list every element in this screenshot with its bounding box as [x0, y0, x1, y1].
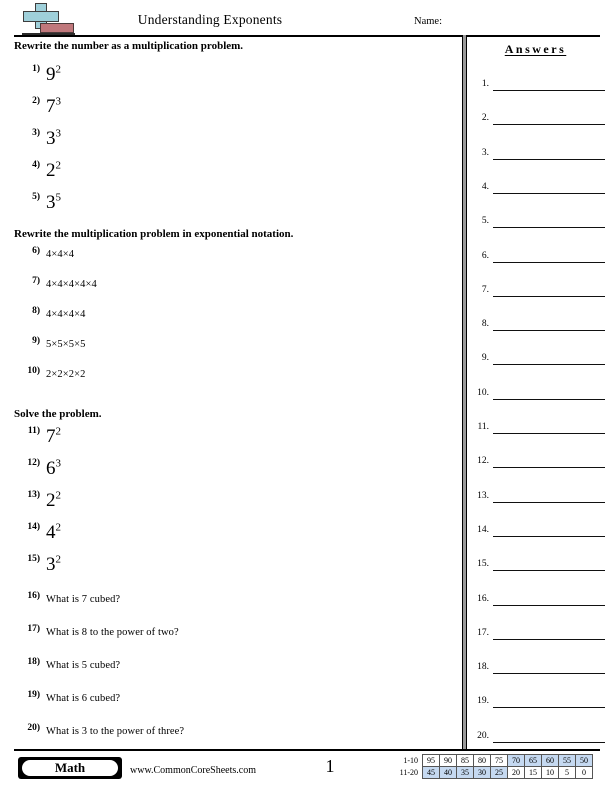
exponent: 2 [55, 553, 61, 566]
score-key-cell: 0 [576, 767, 593, 779]
answer-blank-line[interactable] [493, 605, 605, 606]
exponent: 3 [55, 95, 61, 108]
question-row [14, 336, 444, 362]
question-number: 13) [27, 490, 40, 500]
question-text: $7^2$ [46, 425, 61, 447]
score-key-cell: 45 [423, 767, 440, 779]
question-row [14, 366, 444, 392]
answer-blank-line[interactable] [493, 502, 605, 503]
score-key-cell: 40 [440, 767, 457, 779]
question-text: What is 7 cubed? [46, 594, 121, 605]
question-row [14, 591, 444, 617]
answer-blank-line[interactable] [493, 124, 605, 125]
answer-blank-line[interactable] [493, 227, 605, 228]
question-number: 19) [27, 690, 40, 700]
divider-line-left [462, 35, 463, 749]
score-key-cell: 95 [423, 755, 440, 767]
question-row [14, 426, 444, 452]
question-row [14, 723, 444, 749]
answer-number: 2. [481, 113, 489, 124]
answer-blank-line[interactable] [493, 639, 605, 640]
question-number: 18) [27, 657, 40, 667]
answer-blank-line[interactable] [493, 330, 605, 331]
section-heading: Rewrite the multiplication problem in exponential notation. [14, 228, 294, 240]
question-row [14, 657, 444, 683]
question-number: 6) [32, 246, 40, 256]
question-row [14, 276, 444, 302]
question-number: 4) [32, 160, 40, 170]
subject-badge [18, 757, 122, 779]
section-heading: Rewrite the number as a multiplication problem. [14, 40, 244, 52]
question-number: 3) [32, 128, 40, 138]
question-number: 12) [27, 458, 40, 468]
question-row [14, 522, 444, 548]
question-number: 16) [27, 591, 40, 601]
exponent: 3 [55, 457, 61, 470]
question-number: 15) [27, 554, 40, 564]
answer-blank-line[interactable] [493, 536, 605, 537]
answer-number: 19. [477, 696, 489, 707]
question-row [14, 490, 444, 516]
answer-row[interactable] [469, 455, 610, 469]
question-text: $2^2$ [46, 159, 61, 181]
question-text: 4×4×4 [46, 249, 75, 260]
answer-blank-line[interactable] [493, 296, 605, 297]
question-text: $9^2$ [46, 63, 61, 85]
answer-number: 9. [481, 353, 489, 364]
answers-column [467, 38, 612, 748]
answer-number: 4. [481, 181, 489, 192]
question-text: 5×5×5×5 [46, 339, 86, 350]
question-row [14, 306, 444, 332]
score-key-cell: 80 [474, 755, 491, 767]
question-text: $2^2$ [46, 489, 61, 511]
answer-number: 18. [477, 662, 489, 673]
question-number: 20) [27, 723, 40, 733]
question-number: 14) [27, 522, 40, 532]
answer-row[interactable] [469, 112, 610, 126]
score-key-row [390, 767, 593, 779]
exponent: 2 [55, 159, 61, 172]
answer-number: 16. [477, 593, 489, 604]
header-divider-rule [14, 35, 600, 37]
question-text: What is 8 to the power of two? [46, 627, 179, 638]
question-number: 11) [27, 426, 40, 436]
answer-row[interactable] [469, 181, 610, 195]
score-key-cell: 50 [576, 755, 593, 767]
section-heading: Solve the problem. [14, 408, 102, 420]
question-number: 10) [27, 366, 40, 376]
question-text: $6^3$ [46, 457, 61, 479]
exponent: 2 [55, 521, 61, 534]
subject-badge-oval [22, 760, 118, 776]
answer-blank-line[interactable] [493, 193, 605, 194]
answer-number: 11. [477, 422, 489, 432]
answer-row[interactable] [469, 558, 610, 572]
subject-badge-label: Math [54, 760, 86, 775]
answer-row[interactable] [469, 284, 610, 298]
question-row [14, 554, 444, 580]
question-text: $4^2$ [46, 521, 61, 543]
score-key-cell: 65 [525, 755, 542, 767]
answer-row[interactable] [469, 695, 610, 709]
answer-blank-line[interactable] [493, 433, 605, 434]
score-key-row-label: 1-10 [403, 756, 418, 765]
question-number: 1) [32, 64, 40, 74]
exponent: 5 [55, 191, 61, 204]
question-row [14, 128, 444, 154]
question-number: 2) [32, 96, 40, 106]
score-key-row [390, 755, 593, 767]
answer-blank-line[interactable] [493, 467, 605, 468]
question-text: $3^3$ [46, 127, 61, 149]
score-key-row-label: 11-20 [399, 768, 418, 777]
answer-number: 13. [477, 490, 489, 501]
score-key-cell: 25 [491, 767, 508, 779]
exponent: 2 [55, 425, 61, 438]
question-text: $3^2$ [46, 553, 61, 575]
answer-row[interactable] [469, 661, 610, 675]
name-field-label[interactable]: Name: [414, 16, 442, 27]
score-key-cell: 90 [440, 755, 457, 767]
score-key-cell: 15 [525, 767, 542, 779]
answer-row[interactable] [469, 730, 610, 744]
worksheet-header [0, 0, 612, 38]
score-key-cell: 10 [542, 767, 559, 779]
question-row [14, 192, 444, 218]
score-key-cell: 85 [457, 755, 474, 767]
answer-blank-line[interactable] [493, 707, 605, 708]
site-url-text: www.CommonCoreSheets.com [130, 765, 257, 776]
answer-row[interactable] [469, 250, 610, 264]
question-text: $7^3$ [46, 95, 61, 117]
answer-number: 15. [477, 559, 489, 570]
answer-row[interactable] [469, 352, 610, 366]
score-key-cell: 70 [508, 755, 525, 767]
question-row [14, 160, 444, 186]
question-text: 4×4×4×4×4 [46, 279, 97, 290]
answer-number: 6. [481, 250, 489, 261]
answer-number: 17. [477, 627, 489, 638]
answer-row[interactable] [469, 593, 610, 607]
question-number: 7) [32, 276, 40, 286]
answer-blank-line[interactable] [493, 673, 605, 674]
answer-row[interactable] [469, 421, 610, 435]
question-number: 5) [32, 192, 40, 202]
answer-blank-line[interactable] [493, 399, 605, 400]
exponent: 2 [55, 489, 61, 502]
answer-number: 8. [481, 319, 489, 330]
question-row [14, 246, 444, 272]
page-title: Understanding Exponents [137, 12, 283, 27]
exponent: 2 [55, 63, 61, 76]
answer-row[interactable] [469, 318, 610, 332]
question-number: 8) [32, 306, 40, 316]
answer-row[interactable] [469, 78, 610, 92]
answer-blank-line[interactable] [493, 159, 605, 160]
question-row [14, 624, 444, 650]
answer-blank-line[interactable] [493, 570, 605, 571]
footer-divider-rule [14, 749, 600, 751]
question-row [14, 690, 444, 716]
exponent: 3 [55, 127, 61, 140]
answer-number: 3. [481, 147, 489, 158]
question-text: 2×2×2×2 [46, 369, 86, 380]
question-number: 9) [32, 336, 40, 346]
answer-row[interactable] [469, 387, 610, 401]
answer-row[interactable] [469, 147, 610, 161]
question-text: $3^5$ [46, 191, 61, 213]
answer-blank-line[interactable] [493, 262, 605, 263]
question-text: What is 6 cubed? [46, 693, 121, 704]
score-key-body [390, 755, 593, 779]
score-key-table [390, 754, 593, 779]
answer-row[interactable] [469, 524, 610, 538]
answer-blank-line[interactable] [493, 742, 605, 743]
score-key-cell: 60 [542, 755, 559, 767]
question-text: 4×4×4×4 [46, 309, 86, 320]
score-key-cell: 30 [474, 767, 491, 779]
page-number: 1 [325, 756, 335, 776]
score-key-cell: 75 [491, 755, 508, 767]
answer-number: 14. [477, 524, 489, 535]
answers-heading: Answers [504, 42, 567, 56]
score-key-cell: 35 [457, 767, 474, 779]
answer-blank-line[interactable] [493, 90, 605, 91]
answer-row[interactable] [469, 490, 610, 504]
answer-blank-line[interactable] [493, 364, 605, 365]
answer-row[interactable] [469, 215, 610, 229]
answer-number: 7. [481, 284, 489, 295]
answer-number: 5. [481, 216, 489, 227]
question-row [14, 64, 444, 90]
question-text: What is 3 to the power of three? [46, 726, 185, 737]
answer-number: 10. [477, 387, 489, 398]
question-row [14, 458, 444, 484]
answer-number: 20. [477, 730, 489, 741]
answer-row[interactable] [469, 627, 610, 641]
answer-number: 1. [481, 79, 489, 89]
questions-column [0, 38, 455, 744]
question-text: What is 5 cubed? [46, 660, 121, 671]
question-row [14, 96, 444, 122]
score-key-cell: 5 [559, 767, 576, 779]
question-number: 17) [27, 624, 40, 634]
score-key-cell: 55 [559, 755, 576, 767]
score-key-cell: 20 [508, 767, 525, 779]
answer-number: 12. [477, 456, 489, 467]
